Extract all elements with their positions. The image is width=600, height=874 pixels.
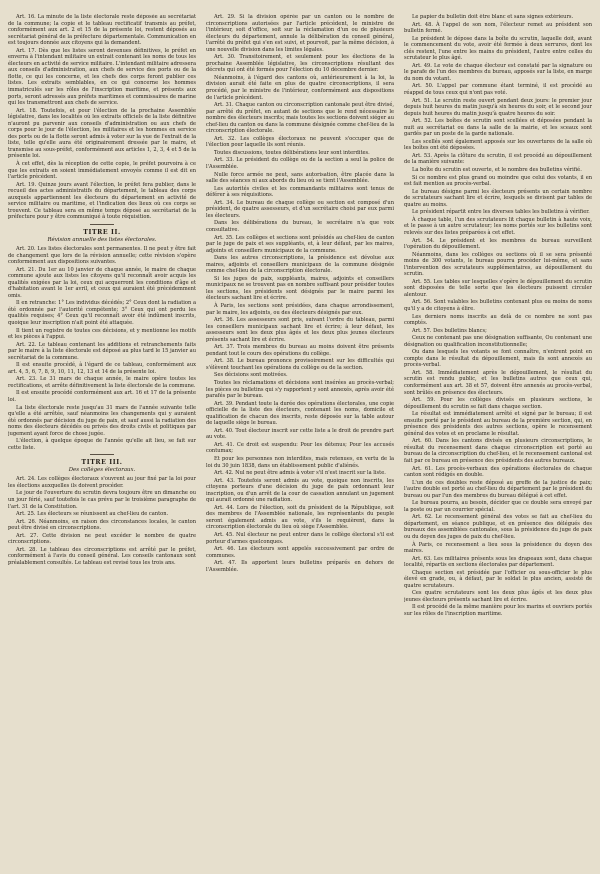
article-paragraph: Art. 48. À l'appel de son nom, l'électeur remet au président son bulletin fermé. (404, 21, 592, 35)
article-paragraph: Ou dans lesquels les votants se font connaître, n'entrent point en compte dans le résultat du dépouillement, mais ils sont annexés au procès-verbal. (404, 349, 592, 369)
article-paragraph: Art. 58. Immédiatement après le dépouillement, le résultat du scrutin est rendu public, et les bulletins autres que ceux qui, conformément aux art. 38 et 57, doivent être annexés au procès-verbal, sont brûlés en présence des électeurs. (404, 369, 592, 396)
article-paragraph: Art. 56. Sont valables les bulletins contenant plus ou moins de noms qu'il y a de citoyens à élire. (404, 299, 592, 312)
article-paragraph: Toutes discussions, toutes délibérations leur sont interdites. (214, 149, 370, 156)
article-paragraph: À Paris, ce recensement a lieu sous la présidence du doyen des maires. (404, 541, 592, 555)
article-paragraph: Art. 51. Le scrutin reste ouvert pendant deux jours: le premier jour depuis huit heures du matin jusqu'à six heures du soir, et le second jour depuis huit heures du matin jusqu'à quatre heures du soir. (404, 97, 592, 117)
article-paragraph: Il tient un registre de toutes ces décisions, et y mentionne les motifs et les pièces à l'appui. (8, 327, 196, 341)
article-paragraph: Art. 25. Les électeurs se réunissent au chef-lieu de canton. (16, 511, 169, 518)
section-rule (90, 454, 114, 455)
article-paragraph: Art. 47. Ils apportent leurs bulletins préparés en dehors de l'Assemblée. (206, 560, 394, 573)
article-paragraph: Art. 23. Le 31 mars de chaque année, le maire opère toutes les rectifications, et arrête définitivement la liste électorale de la commune. (8, 376, 196, 389)
article-paragraph: Il est procédé de la même manière pour les marins et ouvriers portés sur les rôles de l'inscription maritime. (404, 604, 592, 618)
article-paragraph: Art. 61. Les procès-verbaux des opérations électorales de chaque canton sont rédigés en double. (404, 465, 592, 479)
article-paragraph: Art. 62. Le recensement général des votes se fait au chef-lieu du département, en séance publique, et en présence des délégués des bureaux des assemblées cantonales, sous la présidence du juge de paix ou du doyen des juges de paix du chef-lieu. (404, 514, 592, 541)
article-paragraph: Ces quatre scrutateurs sont les deux plus âgés et les deux plus jeunes électeurs présents sachant lire et écrire. (404, 590, 592, 603)
article-paragraph: Art. 22. Le tableau contenant les additions et retranchements faits par le maire à la liste électorale est déposé au plus tard le 15 janvier au secrétariat de la commune. (8, 341, 196, 361)
article-paragraph: Art. 59. Pour les collèges divisés en plusieurs sections, le dépouillement du scrutin se fait dans chaque section. (404, 397, 592, 410)
article-paragraph: Ses décisions sont motivées. (214, 372, 288, 379)
article-paragraph: Art. 60. Dans les cantons divisés en plusieurs circonscriptions, le résultat du recensement dans chaque circonscription est porté au bureau de la circonscription du chef-lieu, et le recensement cantonal est fait par ce bureau en présence des présidents des autres bureaux. (404, 438, 592, 464)
article-paragraph: Art. 53. Après la clôture du scrutin, il est procédé au dépouillement de la manière suivante: (404, 152, 592, 166)
article-paragraph: Le bureau pourra, au besoin, décider que ce double sera envoyé par la poste ou par un courrier spécial. (404, 500, 592, 513)
article-paragraph: Nulle force armée ne peut, sans autorisation, être placée dans la salle des séances ni aux abords du lieu où se tient l'Assemblée. (206, 171, 394, 185)
column-1 (8, 14, 196, 866)
article-paragraph: Art. 45. Nul électeur ne peut entrer dans le collège électoral s'il est porteur d'armes quelconques. (206, 532, 394, 545)
article-paragraph: Art. 33. Le président du collège ou de la section a seul la police de l'Assemblée. (206, 157, 394, 171)
column-container (8, 14, 592, 866)
article-paragraph: Art. 16. La minute de la liste électorale reste déposée au secrétariat de la commune; la copie et le tableau rectificatif transmis au préfet, conformément aux art. 2 et 15 de la présente loi, restent déposés au secrétariat général de la préfecture départementale. Communication en est toujours donnée aux citoyens qui la demandent. (8, 14, 196, 47)
article-paragraph: Art. 43. Toutefois seront admis au vote, quoique non inscrits, les citoyens porteurs d'une décision du juge de paix ordonnant leur inscription, ou d'un arrêt de la cour de cassation annulant un jugement qui aurait ordonné une radiation. (206, 477, 394, 504)
article-paragraph: Art. 49. Le vote de chaque électeur est constaté par la signature ou le parafe de l'un des membres du bureau, apposés sur la liste, en marge du nom du votant. (404, 62, 592, 82)
column-3 (404, 14, 592, 866)
article-paragraph: Art. 36. Les assesseurs sont pris, suivant l'ordre du tableau, parmi les conseillers municipaux sachant lire et écrire; à leur défaut, les assesseurs sont les deux plus âgés et les deux plus jeunes électeurs présents sachant lire et écrire. (206, 317, 394, 343)
article-paragraph: Art. 21. Du 1er au 10 janvier de chaque année, le maire de chaque commune ajoute aux listes les citoyens qu'il reconnaît avoir acquis les qualités exigées par la loi, ceux qui acquerront les conditions d'âge et d'habitation avant le 1er avril, et ceux qui auraient été précédemment omis. (8, 266, 196, 299)
article-paragraph: À Paris, les sections sont présidées, dans chaque arrondissement, par le maire, les adjoints, ou des électeurs désignés par eux. (206, 302, 394, 316)
article-paragraph: Art. 39. Pendant toute la durée des opérations électorales, une copie officielle de la liste des électeurs, contenant les noms, domicile et qualification de chacun des inscrits, reste déposée sur la table autour de laquelle siège le bureau. (206, 400, 394, 427)
article-paragraph: Art. 34. Le bureau de chaque collège ou section est composé d'un président, de quatre assesseurs, et d'un secrétaire choisi par eux parmi les électeurs. (206, 199, 394, 219)
article-paragraph: Art. 41. Ce droit est suspendu: Pour les détenus; Pour les accusés contumax; (206, 441, 394, 455)
article-paragraph: Art. 32. Les collèges électoraux ne peuvent s'occuper que de l'élection pour laquelle ils sont réunis. (206, 135, 394, 149)
column-2 (206, 14, 394, 866)
article-paragraph: Art. 29. Si la division opérée par un canton ou le nombre de circonscriptions autorisées par l'article précédent, le ministre de l'intérieur, soit d'office, soit sur la réclamation d'un ou de plusieurs électeurs du département, annule la délibération du conseil général, l'arrêté du préfet qui s'en est suivi, et pourvoit, par la même décision, à une nouvelle division dans les limites légales. (206, 14, 394, 53)
article-paragraph: La boîte du scrutin est ouverte, et le nombre des bulletins vérifié. (412, 167, 582, 174)
article-paragraph: Art. 26. Néanmoins, en raison des circonstances locales, le canton peut être divisé en circonscriptions. (8, 518, 196, 532)
article-paragraph: Si ce nombre est plus grand ou moindre que celui des votants, il en est fait mention au procès-verbal. (404, 174, 592, 188)
article-paragraph: À chaque table, l'un des scrutateurs lit chaque bulletin à haute voix, et le passe à un autre scrutateur; les noms portés sur les bulletins sont relevés sur des listes préparées à cet effet. (404, 216, 592, 236)
article-paragraph: Art. 50. L'appel par commune étant terminé, il est procédé au réappel de tous ceux qui n'ont pas voté. (404, 83, 592, 97)
article-paragraph: Art. 63. Les militaires présents sous les drapeaux sont, dans chaque localité, répartis en sections électorales par département. (404, 555, 592, 569)
article-paragraph: Art. 18. Toutefois, et pour l'élection de la prochaine Assemblée législative, dans les localités où les extraits officiels de la liste définitive n'auront pu parvenir aux conseils d'administration ou aux chefs de corps pour le jour de l'élection, les militaires et les hommes en service des ports ou de la flotte seront admis à voter sur la vue de l'extrait de la liste, telle qu'elle aura été originairement dressée par le maire, et transmise au sous-préfet, conformément aux articles 1, 2, 3, 4 et 5 de la présente loi. (8, 107, 196, 160)
article-paragraph: Et pour les personnes non interdites, mais retenues, en vertu de la loi du 30 juin 1838, dans un établissement public d'aliénés. (206, 456, 394, 469)
article-paragraph: Les derniers noms inscrits au delà de ce nombre ne sont pas comptés. (404, 313, 592, 327)
article-paragraph: Art. 35. Les collèges et sections sont présidés au chef-lieu de canton par le juge de paix et ses suppléants, et, à leur défaut, par les maires, adjoints et conseillers municipaux de la commune. (206, 234, 394, 254)
article-paragraph: À cet effet, dès la réception de cette copie, le préfet pourvoira à ce que les extraits en soient immédiatement envoyés comme il est dit en l'article précédent. (8, 161, 196, 181)
article-paragraph: Chaque section est présidée par l'officier ou sous-officier le plus élevé en grade, ou, à défaut, par le soldat le plus ancien, assisté de quatre scrutateurs. (404, 569, 592, 589)
article-paragraph: Toutes les réclamations et décisions sont insérées au procès-verbal; les pièces ou bulletins qui s'y rapportent y sont annexés, après avoir été parafés par le bureau. (206, 379, 394, 400)
article-paragraph: Néanmoins, dans les collèges ou sections où il se sera présenté moins de 300 votants, le bureau pourra procéder lui-même, et sans l'intervention des scrutateurs supplémentaires, au dépouillement du scrutin. (404, 251, 592, 278)
article-paragraph: Le jour de l'ouverture du scrutin devra toujours être un dimanche ou un jour férié, sauf toutefois le cas prévu par le troisième paragraphe de l'art. 31 de la Constitution. (8, 490, 196, 510)
article-paragraph: Art. 30. Transitoirement, et seulement pour les élections de la prochaine Assemblée législative, les circonscriptions résultant des décrets qui ont été formés pour l'élection du 10 décembre dernier. (206, 54, 394, 74)
article-paragraph: Art. 37. Trois membres du bureau au moins doivent être présents pendant tout le cours des opérations du collège. (206, 344, 394, 357)
article-paragraph: Il en retranche: 1° Les individus décédés; 2° Ceux dont la radiation a été ordonnée par l'autorité compétente; 3° Ceux qui ont perdu les qualités requises; 4° Ceux qu'il reconnaît avoir été indûment inscrits, quoique leur inscription n'ait point été attaquée. (8, 300, 196, 326)
section-title: TITRE III. (81, 459, 123, 467)
article-paragraph: Art. 24. Les collèges électoraux s'ouvrent au jour fixé par la loi pour les élections auxquelles ils doivent procéder. (8, 476, 196, 489)
article-paragraph: Néanmoins, à l'égard des cantons où, antérieurement à la loi, la division aurait été faite en plus de quatre circonscriptions, il sera procédé, par le ministre de l'intérieur, conformément aux dispositions de l'article précédent. (206, 74, 394, 101)
article-paragraph: Art. 55. Les tables sur lesquelles s'opère le dépouillement du scrutin sont disposées de telle sorte que les électeurs puissent circuler alentour. (404, 278, 592, 298)
article-paragraph: Art. 40. Tout électeur inscrit sur cette liste a le droit de prendre part au vote. (206, 427, 394, 441)
article-paragraph: L'élection, à quelque époque de l'année qu'elle ait lieu, se fait sur cette liste. (8, 438, 196, 451)
article-paragraph: La liste électorale reste jusqu'au 31 mars de l'année suivante telle qu'elle a été arrêtée, sauf néanmoins les changements qui y auraient été ordonnés par décision du juge de paix, et sauf aussi la radiation des noms des électeurs décédés ou privés des droits civils et politiques par jugement ayant force de chose jugée. (8, 404, 196, 437)
article-paragraph: Le bureau désigne parmi les électeurs présents un certain nombre de scrutateurs sachant lire et écrire, lesquels se divisent par tables de quatre au moins. (404, 188, 592, 208)
section-subtitle: Des collèges électoraux. (68, 467, 136, 474)
article-paragraph: Le résultat est immédiatement arrêté et signé par le bureau; il est ensuite porté par le président au bureau de la première section, qui, en présence des présidents des autres sections, opère le recensement général des votes et en proclame le résultat. (404, 411, 592, 437)
section-subtitle: Révision annuelle des listes électorales. (47, 236, 157, 243)
article-paragraph: Art. 20. Les listes électorales sont permanentes. Il ne peut y être fait de changement que lors de la révision annuelle; cette révision s'opère conformément aux dispositions suivantes. (8, 245, 196, 266)
article-paragraph: Art. 38. Le bureau prononce provisoirement sur les difficultés qui s'élèvent touchant les opérations du collège ou de la section. (206, 358, 394, 371)
article-paragraph: Le papier du bulletin doit être blanc et sans signes extérieurs. (412, 14, 574, 20)
article-paragraph: Art. 57. Des bulletins blancs; (412, 327, 487, 334)
article-paragraph: Ceux ne contenant pas une désignation suffisante, Ou contenant une désignation ou qualification inconstitutionnelle; (404, 335, 592, 348)
article-paragraph: Art. 46. Les électeurs sont appelés successivement par ordre de communes. (206, 546, 394, 559)
article-paragraph: Art. 19. Quinze jours avant l'élection, le préfet fera publier, dans le recueil des actes administratifs du département, le tableau des corps auxquels appartiennent les électeurs du département en activité de service militaire ou maritime, et l'indication des lieux où ces corps se trouvent. Ce tableau sera en même temps déposé au secrétariat de la préfecture pour y être communiqué à toute réquisition. (8, 181, 196, 221)
article-paragraph: Art. 31. Chaque canton ou circonscription cantonale peut être divisé, par arrêté du préfet, en autant de sections que le rend nécessaire le nombre des électeurs inscrits; mais toutes les sections doivent siéger au chef-lieu du canton ou dans la commune désignée comme chef-lieu de la circonscription électorale. (206, 102, 394, 135)
article-paragraph: Art. 44. Lors de l'élection, soit du président de la République, soit des membres de l'Assemblée nationale, les représentants du peuple seront également admis au vote, s'ils le requièrent, dans la circonscription électorale du lieu où siège l'Assemblée. (206, 504, 394, 531)
article-paragraph: Si les juges de paix, suppléants, maires, adjoints et conseillers municipaux ne se trouvent pas en nombre suffisant pour présider toutes les sections, les présidents sont désignés par le maire parmi les électeurs sachant lire et écrire. (206, 275, 394, 302)
article-paragraph: Art. 17. Dès que les listes seront devenues définitives, le préfet en enverra à l'intendant militaire un extrait contenant les noms de tous les électeurs en activité de service militaire. L'intendant militaire adressera aux conseils d'administration, aux chefs de service des ports ou de la flotte, ce qui les concerne, et les chefs des corps feront publier ces listes. Les extraits semblables, en ce qui concerne les hommes immatriculés sur les rôles de l'inscription maritime, et présents aux ports, seront adressés aux préfets maritimes et commissaires de marine qui les transmettront aux chefs de service. (8, 47, 196, 107)
article-paragraph: Les autorités civiles et les commandants militaires sont tenus de déférer à ses réquisitions. (206, 185, 394, 199)
article-paragraph: Les scellés sont également apposés sur les ouvertures de la salle où les boîtes ont été déposées. (404, 138, 592, 152)
article-paragraph: Le président le dépose dans la boîte du scrutin, laquelle doit, avant le commencement du vote, avoir été fermée à deux serrures, dont les clés restent, l'une entre les mains du président, l'autre entre celles du scrutateur le plus âgé. (404, 35, 592, 62)
article-paragraph: Le président répartit entre les diverses tables les bulletins à vérifier. (412, 209, 590, 216)
section-rule (90, 224, 114, 225)
article-paragraph: Art. 27. Cette division ne peut excéder le nombre de quatre circonscriptions. (8, 532, 196, 546)
article-paragraph: Art. 42. Nul ne peut être admis à voter s'il n'est inscrit sur la liste. (214, 470, 386, 477)
article-paragraph: Il est ensuite procédé, à l'égard de ce tableau, conformément aux art. 4, 5, 6, 7, 8, 9, 10, 11, 12, 13 et 14 de la présente loi. (8, 362, 196, 375)
article-paragraph: Art. 28. Le tableau des circonscriptions est arrêté par le préfet, conformément à l'avis du conseil général. Les conseils cantonaux sont préalablement consultés. Le tableau est revisé tous les trois ans. (8, 546, 196, 566)
article-paragraph: Dans les autres circonscriptions, la présidence est dévolue aux maires, adjoints et conseillers municipaux de la commune désignée comme chef-lieu de la circonscription électorale. (206, 255, 394, 275)
article-paragraph: L'un de ces doubles reste déposé au greffe de la justice de paix; l'autre double est porté au chef-lieu du département par le président du bureau ou par l'un des membres du bureau délégué à cet effet. (404, 479, 592, 499)
article-paragraph: Art. 52. Les boîtes de scrutin sont scellées et déposées pendant la nuit au secrétariat ou dans la salle de la mairie, et les sceaux sont gardés par un poste de la garde nationale. (404, 118, 592, 138)
section-title: TITRE II. (83, 228, 121, 236)
article-paragraph: Il est ensuite procédé conformément aux art. 16 et 17 de la présente loi. (8, 390, 196, 403)
article-paragraph: Dans les délibérations du bureau, le secrétaire n'a que voix consultative. (206, 220, 394, 233)
article-paragraph: Art. 54. Le président et les membres du bureau surveillent l'opération du dépouillement. (404, 237, 592, 251)
